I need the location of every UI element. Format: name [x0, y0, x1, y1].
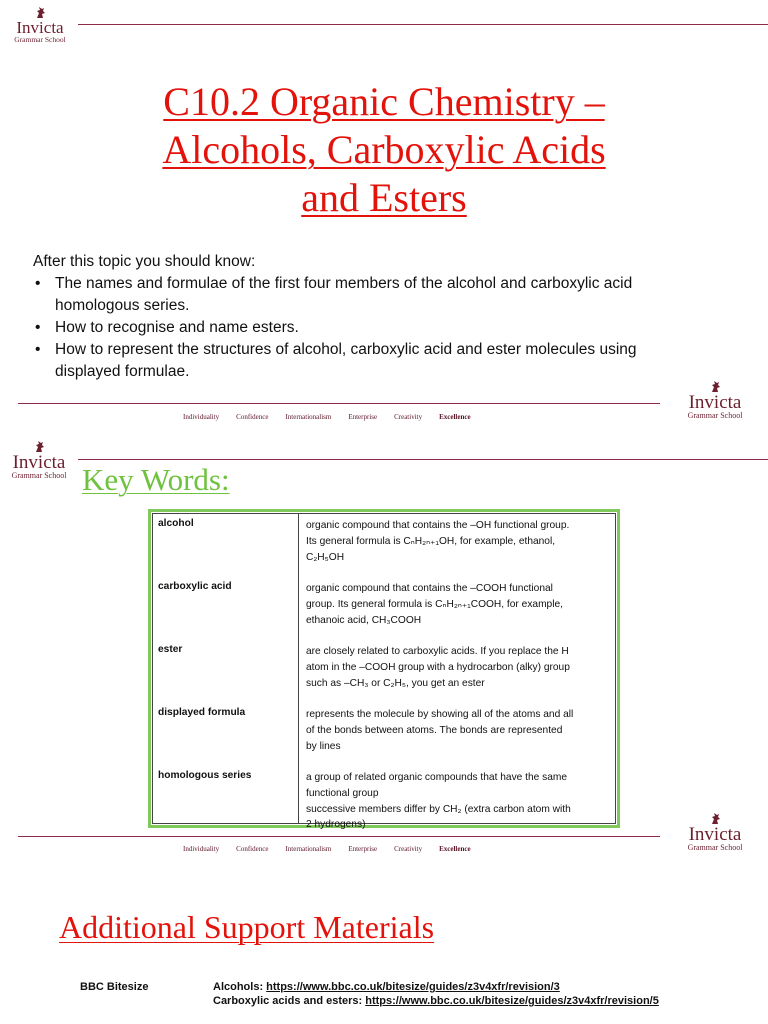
school-subtitle: Grammar School — [14, 35, 66, 44]
school-logo-top — [8, 6, 72, 44]
page-title-line-3: and Esters — [301, 175, 467, 220]
additional-support-heading: Additional Support Materials — [59, 909, 435, 945]
school-values-1 — [183, 413, 488, 421]
school-values-2 — [183, 845, 488, 853]
value-creativity: Creativity — [394, 845, 423, 853]
term-alcohol: alcohol — [158, 518, 194, 529]
school-name: Invicta — [688, 392, 742, 413]
definition-alcohol: organic compound that contains the –OH functional group. Its general formula is CₙH₂ₙ₊₁OH, for example, ethanol, C₂H₅OH — [306, 520, 570, 563]
footer-rule-2 — [18, 836, 660, 837]
value-internationalism: Internationalism — [285, 413, 332, 421]
school-name: Invicta — [12, 452, 66, 473]
key-words-table-inner — [152, 513, 616, 831]
term-carboxylic-acid: carboxylic acid — [158, 581, 232, 592]
objectives-list — [33, 273, 733, 383]
learning-objectives — [33, 251, 733, 383]
school-subtitle: Grammar School — [687, 411, 743, 420]
link-row-carboxylic-acids — [213, 995, 659, 1007]
definition-displayed-formula: represents the molecule by showing all of the atoms and all of the bonds between atoms. The bonds are represented by lines — [306, 709, 574, 752]
key-words-table — [148, 509, 620, 831]
link-label: Carboxylic acids and esters: — [213, 995, 366, 1007]
term-displayed-formula: displayed formula — [158, 707, 246, 718]
term-ester: ester — [158, 644, 183, 655]
value-confidence: Confidence — [236, 413, 269, 421]
objectives-lead: After this topic you should know: — [33, 253, 256, 270]
key-words-heading: Key Words: — [82, 462, 230, 497]
school-name: Invicta — [688, 824, 742, 845]
definition-ester: are closely related to carboxylic acids. If you replace the H atom in the –COOH group with a hydrocarbon (alky) group such as –CH₃ or C₂H₅, you get an ester — [306, 646, 570, 689]
term-homologous-series: homologous series — [158, 770, 252, 781]
value-creativity: Creativity — [394, 413, 423, 421]
page-title-line-2: Alcohols, Carboxylic Acids — [162, 127, 606, 172]
page-title-line-1: C10.2 Organic Chemistry – — [163, 79, 605, 124]
objective-item: • How to represent the structures of alcohol, carboxylic acid and ester molecules using displayed formulae. — [33, 339, 733, 383]
objective-item: • How to recognise and name esters. — [33, 317, 733, 339]
school-logo-slide-2 — [6, 440, 72, 480]
value-individuality: Individuality — [183, 413, 220, 421]
link-row-alcohols — [213, 981, 560, 993]
top-rule — [78, 24, 768, 25]
table-column-divider — [298, 514, 299, 823]
source-bbc-bitesize: BBC Bitesize — [80, 981, 149, 993]
school-subtitle: Grammar School — [687, 843, 743, 852]
objective-item: • The names and formulae of the first four members of the alcohol and carboxylic acid homologous series. — [33, 273, 733, 317]
value-confidence: Confidence — [236, 845, 269, 853]
alcohols-link[interactable]: https://www.bbc.co.uk/bitesize/guides/z3v4xfr/revision/3 — [266, 981, 560, 993]
value-enterprise: Enterprise — [348, 413, 378, 421]
slide-2-top-rule — [78, 459, 768, 460]
definition-homologous-series: a group of related organic compounds that have the same functional group successive members differ by CH₂ (extra carbon atom with 2 hydrogens) — [306, 772, 571, 831]
value-individuality: Individuality — [183, 845, 220, 853]
link-label: Alcohols: — [213, 981, 267, 993]
value-enterprise: Enterprise — [348, 845, 378, 853]
school-logo-footer-1 — [682, 380, 748, 420]
school-subtitle: Grammar School — [11, 471, 67, 480]
value-internationalism: Internationalism — [285, 845, 332, 853]
value-excellence: Excellence — [439, 845, 471, 853]
school-logo-footer-2 — [682, 812, 748, 852]
value-excellence: Excellence — [439, 413, 471, 421]
definition-carboxylic-acid: organic compound that contains the –COOH functional group. Its general formula is CₙH₂ₙ₊₁COOH, for example, ethanoic acid, CH₃COOH — [306, 583, 563, 626]
carboxylic-acids-link[interactable]: https://www.bbc.co.uk/bitesize/guides/z3v4xfr/revision/5 — [365, 995, 659, 1007]
school-name: Invicta — [16, 18, 64, 37]
footer-rule-1 — [18, 403, 660, 404]
